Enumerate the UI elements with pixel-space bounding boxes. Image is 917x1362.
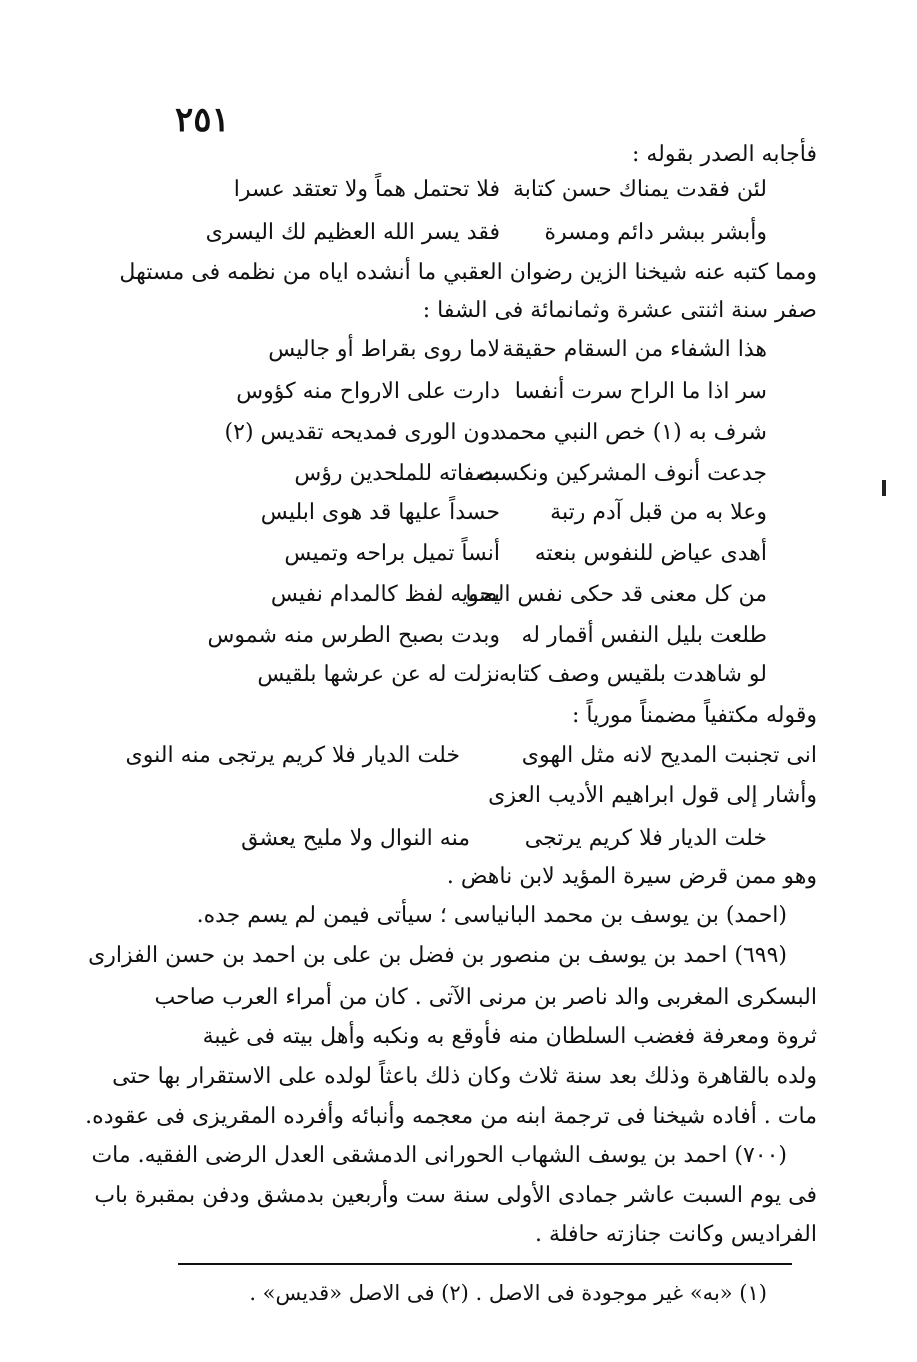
poem2-verse-left: بصفاته للملحدين رؤس	[294, 461, 500, 486]
poem2-verse-right: وعلا به من قبل آدم رتبة	[550, 500, 767, 525]
poem1-verse-left: فلا تحتمل هماً ولا تعتقد عسرا	[233, 177, 500, 202]
poem2-verse-left: دارت على الارواح منه كؤوس	[236, 379, 500, 404]
poem2-verse-right: جدعت أنوف المشركين ونكست	[478, 461, 767, 486]
poem3-verse	[0, 743, 917, 781]
poem2-verse-left: وبدت بصبح الطرس منه شموس	[207, 623, 500, 648]
poem2-verse-right: طلعت بليل النفس أقمار له	[521, 623, 767, 648]
poem2-verse	[0, 623, 917, 661]
poem3-verse-right: انى تجنبت المديح لانه مثل الهوى	[521, 743, 817, 768]
poem2-verse	[0, 461, 917, 499]
poem2-verse	[0, 541, 917, 579]
poem1-verse-right: لئن فقدت يمناك حسن كتابة	[513, 177, 767, 202]
poem4-verse	[0, 826, 917, 864]
poem1-verse-left: فقد يسر الله العظيم لك اليسرى	[205, 220, 500, 245]
poem2-verse-right: لو شاهدت بلقيس وصف كتابه	[498, 662, 767, 687]
entry-line: فى يوم السبت عاشر جمادى الأولى سنة ست وأربعين بدمشق ودفن بمقبرة باب	[94, 1183, 817, 1208]
poem2-verse-right: من كل معنى قد حكى نفس الصبا	[465, 582, 767, 607]
poem2-verse	[0, 500, 917, 538]
poem3-verse-left: خلت الديار فلا كريم يرتجى منه النوى	[125, 743, 460, 768]
footnote-divider	[178, 1263, 792, 1265]
footnote: (١) «به» غير موجودة فى الاصل . (٢) فى الاصل «قديس» .	[249, 1281, 767, 1305]
poem2-verse	[0, 337, 917, 375]
para4-line: وهو ممن قرض سيرة المؤيد لابن ناهض .	[446, 864, 817, 889]
para1-line: صفر سنة اثنتى عشرة وثمانمائة فى الشفا :	[422, 298, 817, 323]
entry-line: ثروة ومعرفة فغضب السلطان منه فأوقع به ونكبه وأهل بيته فى غيبة	[202, 1024, 817, 1049]
poem2-verse-left: أنساً تميل براحه وتميس	[284, 541, 500, 566]
entry-line: الفراديس وكانت جنازته حافلة .	[534, 1222, 817, 1247]
poem1-verse	[0, 177, 917, 215]
poem2-verse	[0, 582, 917, 620]
poem2-verse	[0, 662, 917, 700]
poem2-verse-right: أهدى عياض للنفوس بنعته	[534, 541, 767, 566]
poem2-verse	[0, 379, 917, 417]
margin-mark	[882, 480, 886, 496]
poem2-verse	[0, 420, 917, 458]
poem1-verse-right: وأبشر ببشر دائم ومسرة	[544, 220, 767, 245]
poem2-verse-left: نزلت له عن عرشها بلقيس	[257, 662, 500, 687]
poem4-verse-left: منه النوال ولا مليح يعشق	[241, 826, 470, 851]
poem4-verse-right: خلت الديار فلا كريم يرتجى	[524, 826, 767, 851]
poem2-verse-right: شرف به (١) خص النبي محمد	[496, 420, 767, 445]
para3-line: وأشار إلى قول ابراهيم الأديب العزى	[488, 783, 817, 808]
entry-line: ولده بالقاهرة وذلك بعد سنة ثلاث وكان ذلك باعثاً لولده على الاستقرار بها حتى	[112, 1064, 817, 1089]
poem2-verse-left: دون الورى فمديحه تقديس (٢)	[224, 420, 500, 445]
entry-line: البسكرى المغربى والد ناصر بن مرنى الآتى . كان من أمراء العرب صاحب	[154, 985, 817, 1010]
poem2-verse-right: سر اذا ما الراح سرت أنفسا	[514, 379, 767, 404]
entry-line: (٧٠٠) احمد بن يوسف الشهاب الحورانى الدمشقى العدل الرضى الفقيه. مات	[91, 1143, 787, 1168]
poem2-verse-left: حسداً عليها قد هوى ابليس	[260, 500, 500, 525]
intro-line: فأجابه الصدر بقوله :	[631, 142, 817, 167]
poem2-verse-right: هذا الشفاء من السقام حقيقة	[502, 337, 767, 362]
page-number: ٢٥١	[175, 100, 230, 140]
entry-line: مات . أفاده شيخنا فى ترجمة ابنه من معجمه وأنبائه وأفرده المقريزى فى عقوده.	[85, 1104, 817, 1129]
para2-line: وقوله مكتفياً مضمناً مورياً :	[572, 703, 817, 728]
poem2-verse-left: يحويه لفظ كالمدام نفيس	[270, 582, 500, 607]
entry-line: (احمد) بن يوسف بن محمد البانياسى ؛ سيأتى فيمن لم يسم جده.	[196, 903, 787, 928]
poem2-verse-left: لاما روى بقراط أو جاليس	[268, 337, 500, 362]
poem1-verse	[0, 220, 917, 258]
entry-line: (٦٩٩) احمد بن يوسف بن منصور بن فضل بن على بن احمد بن حسن الفزارى	[88, 943, 787, 968]
para1-line: ومما كتبه عنه شيخنا الزين رضوان العقبي ما أنشده اياه من نظمه فى مستهل	[119, 260, 817, 285]
